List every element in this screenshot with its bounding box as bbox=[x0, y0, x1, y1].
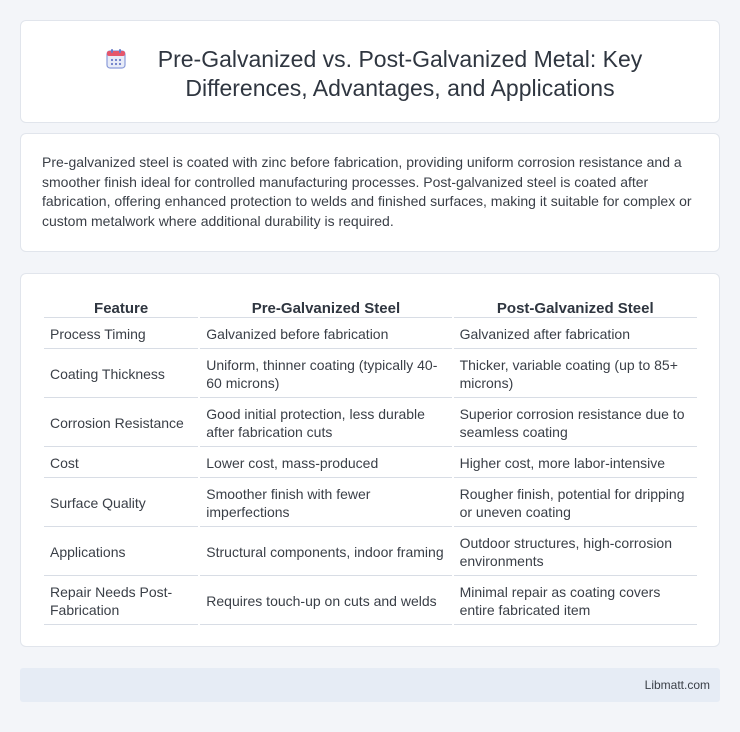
cell-feature: Repair Needs Post-Fabrication bbox=[44, 577, 198, 625]
cell-post: Minimal repair as coating covers entire fabricated item bbox=[454, 577, 697, 625]
comparison-card bbox=[20, 273, 720, 647]
page-title: Pre-Galvanized vs. Post-Galvanized Metal: Key Differences, Advantages, and Applications bbox=[157, 46, 643, 101]
cell-post: Thicker, variable coating (up to 85+ microns) bbox=[454, 350, 697, 398]
table-row bbox=[44, 479, 697, 527]
table-row bbox=[44, 350, 697, 398]
cell-pre: Good initial protection, less durable after fabrication cuts bbox=[200, 399, 451, 447]
cell-pre: Structural components, indoor framing bbox=[200, 528, 451, 576]
cell-post: Higher cost, more labor-intensive bbox=[454, 448, 697, 478]
header-pre-galvanized: Pre-Galvanized Steel bbox=[200, 297, 451, 318]
cell-feature: Cost bbox=[44, 448, 198, 478]
table-row bbox=[44, 528, 697, 576]
intro-card bbox=[20, 133, 720, 252]
table-row bbox=[44, 399, 697, 447]
table-row bbox=[44, 319, 697, 349]
footer-site-link[interactable]: Libmatt.com bbox=[644, 678, 710, 692]
cell-post: Galvanized after fabrication bbox=[454, 319, 697, 349]
intro-paragraph: Pre-galvanized steel is coated with zinc before fabrication, providing uniform corrosion resistance and a smoother finish ideal for controlled manufacturing processes. Post-galvanized steel is coated after fabrication, offering enhanced protection to welds and finished surfaces, making it suitable for complex or custom metalwork where additional durability is required. bbox=[42, 154, 692, 229]
cell-pre: Galvanized before fabrication bbox=[200, 319, 451, 349]
table-row bbox=[44, 448, 697, 478]
footer bbox=[20, 668, 720, 702]
cell-feature: Corrosion Resistance bbox=[44, 399, 198, 447]
cell-pre: Requires touch-up on cuts and welds bbox=[200, 577, 451, 625]
header-feature: Feature bbox=[44, 297, 198, 318]
cell-feature: Surface Quality bbox=[44, 479, 198, 527]
cell-pre: Lower cost, mass-produced bbox=[200, 448, 451, 478]
cell-feature: Coating Thickness bbox=[44, 350, 198, 398]
header-card bbox=[20, 20, 720, 123]
comparison-table bbox=[42, 296, 699, 626]
cell-post: Superior corrosion resistance due to seamless coating bbox=[454, 399, 697, 447]
cell-pre: Uniform, thinner coating (typically 40-60 microns) bbox=[200, 350, 451, 398]
table-row bbox=[44, 577, 697, 625]
cell-feature: Process Timing bbox=[44, 319, 198, 349]
cell-post: Rougher finish, potential for dripping or uneven coating bbox=[454, 479, 697, 527]
cell-post: Outdoor structures, high-corrosion environments bbox=[454, 528, 697, 576]
cell-feature: Applications bbox=[44, 528, 198, 576]
table-header-row bbox=[44, 297, 697, 318]
header-post-galvanized: Post-Galvanized Steel bbox=[454, 297, 697, 318]
cell-pre: Smoother finish with fewer imperfections bbox=[200, 479, 451, 527]
